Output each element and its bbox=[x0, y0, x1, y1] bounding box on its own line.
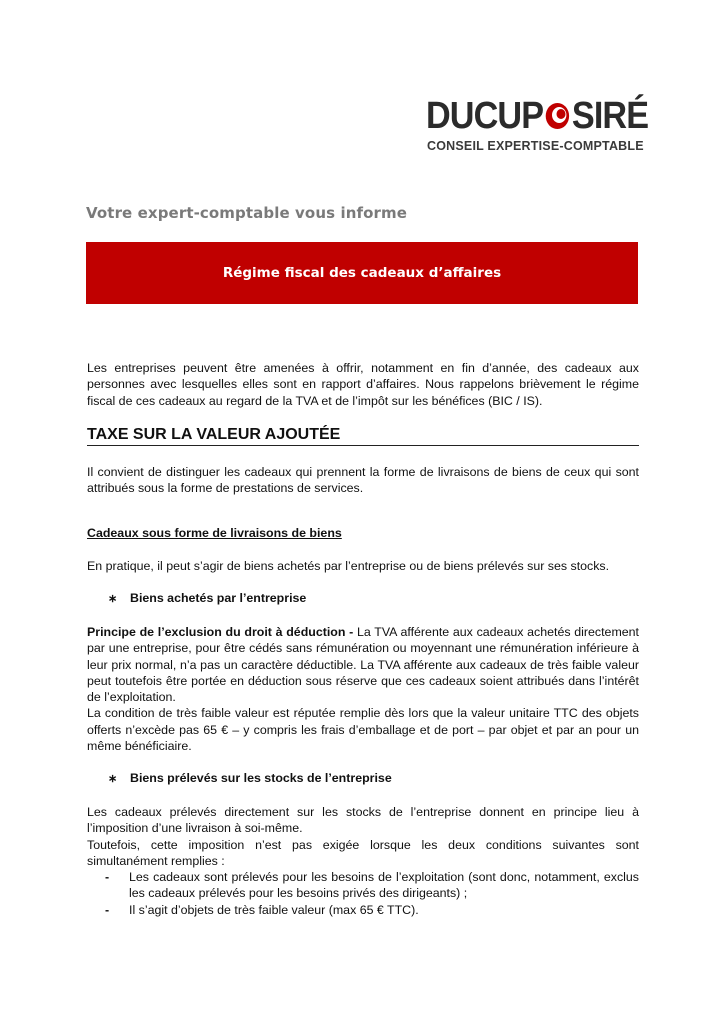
dash-marker: - bbox=[105, 870, 110, 885]
logo-tagline: CONSEIL EXPERTISE-COMPTABLE bbox=[427, 139, 644, 153]
title-banner bbox=[86, 242, 638, 304]
bullet-heading-2-text: Biens prélevés sur les stocks de l’entreprise bbox=[130, 771, 392, 785]
bullet1-lead: Principe de l’exclusion du droit à déduction - bbox=[87, 625, 357, 639]
bullet-star-icon: ∗ bbox=[108, 773, 118, 785]
bullet-star-icon: ∗ bbox=[108, 593, 118, 605]
banner-title: Régime fiscal des cadeaux d’affaires bbox=[222, 265, 502, 281]
bullet1-paragraph-2: La condition de très faible valeur est réputée remplie dès lors que la valeur unitaire TTC des objets offerts n’excède pas 65 € – y compris les frais d’emballage et de port – par objet et par an pour un même bénéficiaire. bbox=[87, 706, 639, 754]
dash-marker: - bbox=[105, 902, 110, 917]
condition-item bbox=[87, 902, 639, 918]
condition-text: Il s’agit d’objets de très faible valeur (max 65 € TTC). bbox=[129, 902, 419, 917]
section-intro: Il convient de distinguer les cadeaux qui prennent la forme de livraisons de biens de ceux qui sont attribués sous la forme de prestations de services. bbox=[87, 465, 639, 496]
bullet2-paragraph-2: Toutefois, cette imposition n’est pas exigée lorsque les deux conditions suivantes sont simultanément remplies : bbox=[87, 837, 639, 868]
bullet1-paragraph bbox=[87, 624, 639, 705]
section-title: TAXE SUR LA VALEUR AJOUTÉE bbox=[87, 426, 639, 446]
bullet-heading-1-text: Biens achetés par l’entreprise bbox=[130, 591, 307, 605]
bullet1-text: La TVA afférente aux cadeaux achetés directement par une entreprise, pour être cédés sans rémunération ou moyennant une rémunération inférieure à leur prix normal, n’a pas un caractère déductible. La TVA afférente aux cadeaux de très faible valeur peut toutefois être portée en déduction sous réserve que ces cadeaux soient attribués dans l’intérêt de l’exploitation. bbox=[87, 625, 639, 705]
company-logo bbox=[426, 94, 649, 156]
bullet-heading-1 bbox=[108, 591, 306, 605]
logo-wordmark bbox=[426, 96, 648, 136]
logo-mark-icon bbox=[544, 101, 571, 131]
condition-text: Les cadeaux sont prélevés pour les besoins de l’exploitation (sont donc, notamment, exclus les cadeaux prélevés pour les besoins privés des dirigeants) ; bbox=[129, 870, 639, 901]
logo-name-left: DUCUP bbox=[426, 94, 544, 137]
info-line: Votre expert-comptable vous informe bbox=[86, 204, 408, 222]
subsection-title: Cadeaux sous forme de livraisons de biens bbox=[87, 526, 342, 540]
subsection-intro: En pratique, il peut s’agir de biens achetés par l’entreprise ou de biens prélevés sur ses stocks. bbox=[87, 559, 610, 573]
bullet2-body bbox=[87, 804, 639, 918]
logo-name-right: SIRÉ bbox=[571, 94, 649, 137]
bullet2-paragraph-1: Les cadeaux prélevés directement sur les stocks de l’entreprise donnent en principe lieu à l’imposition d’une livraison à soi-même. bbox=[87, 805, 639, 836]
condition-item bbox=[87, 869, 639, 902]
bullet1-body bbox=[87, 624, 639, 754]
bullet-heading-2 bbox=[108, 771, 392, 785]
intro-paragraph: Les entreprises peuvent être amenées à offrir, notamment en fin d’année, des cadeaux aux personnes avec lesquelles elles sont en rapport d’affaires. Nous rappelons brièvement le régime fiscal de ces cadeaux au regard de la TVA et de l’impôt sur les bénéfices (BIC / IS). bbox=[87, 361, 639, 408]
